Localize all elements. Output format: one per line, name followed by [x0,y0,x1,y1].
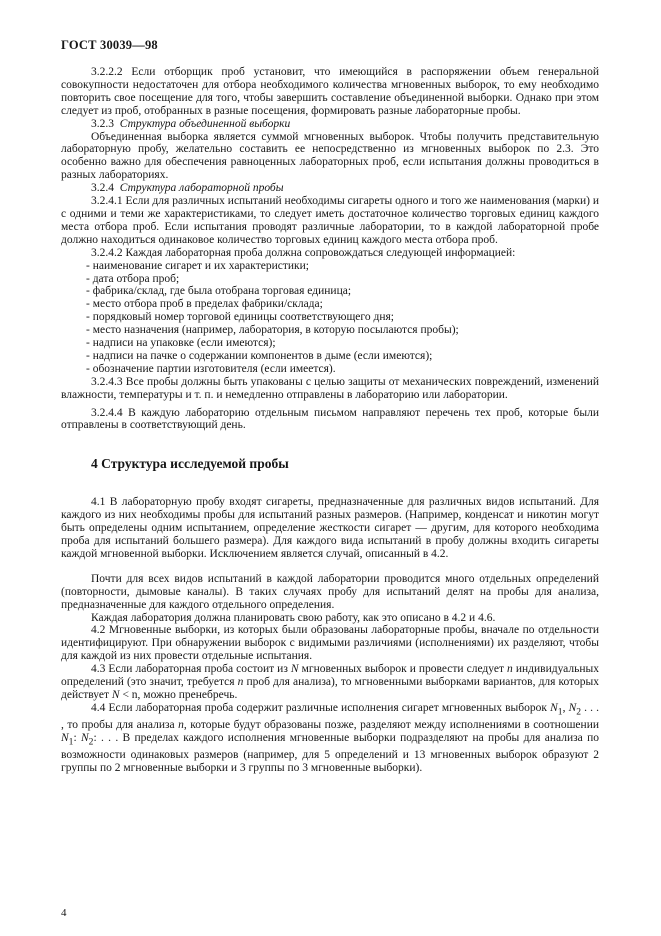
subsection-title: Структура лабораторной пробы [119,182,284,195]
list-item: - место назначения (например, лаборатория, в которую посылаются пробы); [86,324,459,337]
subsection-number: 3.2.4 [91,182,114,195]
subsection-number: 3.2.3 [91,117,114,130]
paragraph-4-1: 4.1 В лабораторную пробу входят сигареты, предназначенные для различных видов испытаний. Для каждого из них необходимы пробы для испытаний разных размеров. (Например, конденсат и никотин могут быть определены одним испытанием, определение жесткости сигарет — другим, для которого необходима проба для испытаний большего размера). Для каждого вида испытаний в пробу должны входить сигареты каждой мгновенной выборки. Исключением является случай, описанный в 4.2. [61,496,599,560]
list-item: - надписи на упаковке (если имеются); [86,337,276,350]
list-item: - фабрика/склад, где была отобрана торговая единица; [86,285,352,298]
list-item: - наименование сигарет и их характеристики; [86,259,309,272]
document-header: ГОСТ 30039—98 [61,38,158,52]
paragraph-4-2: 4.2 Мгновенные выборки, из которых были образованы лабораторные пробы, вначале по отдельности идентифицируют. При обнаружении выборок с видимыми различиями (исполнениями) их разделяют, чтобы для каждой из них провести отдельные испытания. [61,624,599,663]
paragraph-3-2-3: Объединенная выборка является суммой мгновенных выборок. Чтобы получить представительную лабораторную пробу, желательно составить ее непосредственно из мгновенных выборок по 2.3. Это особенно важно для обеспечения равноценных лабораторных проб, если испытания должны проводиться в разных лабораториях. [61,130,599,182]
paragraph-3-2-4-3: 3.2.4.3 Все пробы должны быть упакованы с целью защиты от механических повреждений, изменений влажности, температуры и т. п. и немедленно отправлены в лабораторию или лаборатории. [61,375,599,401]
document-body [61,66,599,775]
paragraph-4-1-b: Почти для всех видов испытаний в каждой лаборатории проводится много отдельных определений (повторности, дымовые каналы). В таких случаях пробу для испытаний делят на пробы для анализа, предназначенные для каждого отдельного определения. [61,572,599,611]
paragraph-4-1-c: Каждая лаборатория должна планировать свою работу, как это описано в 4.2 и 4.6. [91,611,496,624]
subsection-title: Структура объединенной выборки [119,117,291,130]
subsection-3-2-4-heading [61,182,599,195]
paragraph-4-3: 4.3 Если лабораторная проба состоит из N мгновенных выборок и провести следует n индивидуальных определений (это значит, требуется n проб для анализа), то мгновенными выборками вариантов, для которых действует N < n, можно пренебречь. [61,663,599,701]
list-item: - надписи на пачке о содержании компонентов в дыме (если имеются); [86,349,433,362]
list-item: - место отбора проб в пределах фабрики/склада; [86,298,323,311]
subsection-3-2-3-heading [61,118,599,131]
paragraph-3-2-4-1: 3.2.4.1 Если для различных испытаний необходимы сигареты одного и того же наименования (марки) и с одними и теми же характеристиками, то следует иметь достаточное количество торговых единиц каждого места отбора проб. Если испытания проводят различные лаборатории, то в каждой лабораторной пробе должно находиться одинаковое количество торговых единиц каждого места отбора проб. [61,195,599,246]
paragraph-3-2-4-2: 3.2.4.2 Каждая лабораторная проба должна сопровождаться следующей информацией: [91,246,516,259]
paragraph-3-2-4-4: 3.2.4.4 В каждую лабораторию отдельным письмом направляют перечень тех проб, которые были отправлены в соответствующий день. [61,406,599,432]
paragraph-3-2-2-2: 3.2.2.2 Если отборщик проб установит, что имеющийся в распоряжении объем генеральной совокупности недостаточен для отбора необходимого количества мгновенных выборок, то ему необходимо повторить свое посещение для того, чтобы завершить составление объединенной выборки. Однако при этом следует из проб, отобранных в разные посещения, формировать разные лабораторные пробы. [61,66,599,117]
info-list [61,260,599,376]
list-item: - порядковый номер торговой единицы соответствующего дня; [86,311,394,324]
list-item: - обозначение партии изготовителя (если имеется). [86,362,336,375]
page-number: 4 [61,907,67,919]
section-4-heading: 4 Структура исследуемой пробы [91,456,289,472]
paragraph-4-4: 4.4 Если лабораторная проба содержит различные исполнения сигарет мгновенных выборок $N_1$, $N_2$ . . . , то пробы для анализа n, которые будут образованы позже, разделяют между исполнениями в соотношении $N_1$: $N_2$: . . . В пределах каждого исполнения мгновенные выборки подразделяют на пробы для анализа по возможности одинаковых размеров (например, для 5 определений и 13 мгновенных выборок образуют 2 группы по 2 мгновенные выборки и 3 группы по 3 мгновенные выборки). [61,701,600,775]
list-item: - дата отбора проб; [86,272,180,285]
